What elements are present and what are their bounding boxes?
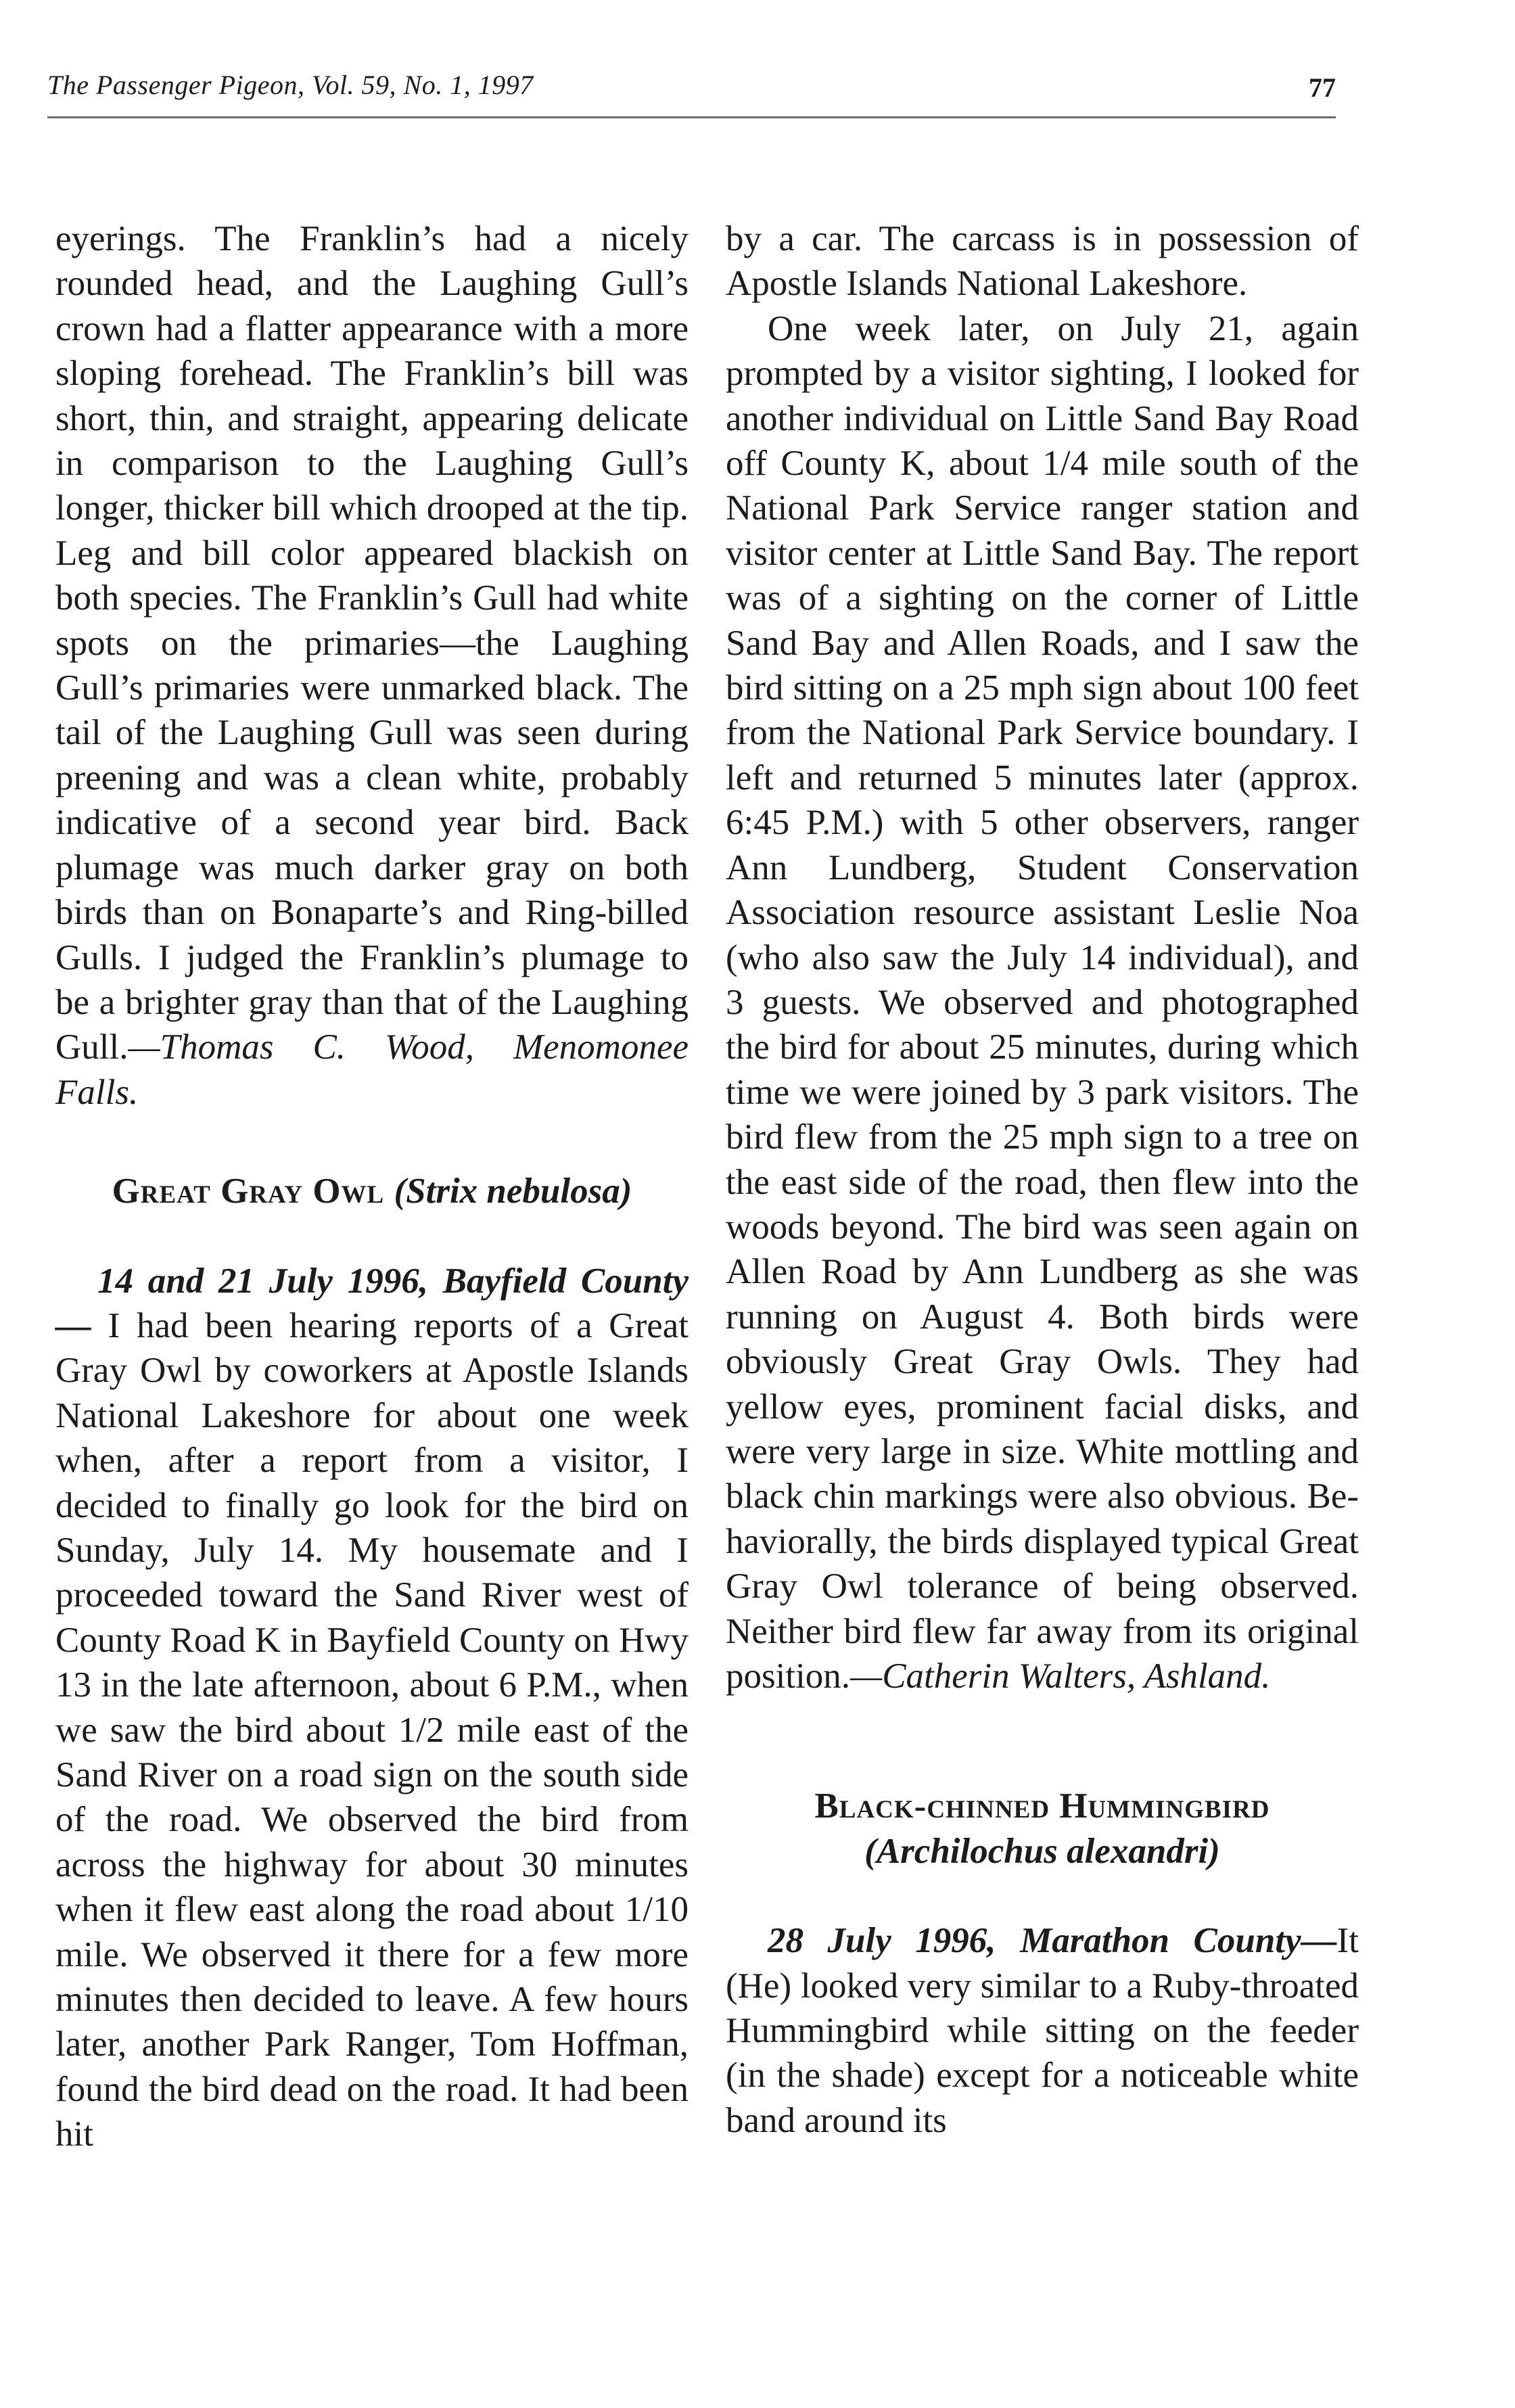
carcass-paragraph: by a car. The carcass is in possession of Apostle Islands National Lakeshore. [726, 219, 1359, 304]
hummingbird-paragraph [726, 1918, 1359, 2143]
record-dateline: 28 July 1996, Marathon County— [768, 1921, 1337, 1961]
page-number: 77 [1309, 72, 1336, 103]
species-common-name: Great Gray Owl [112, 1172, 385, 1211]
second-owl-paragraph [726, 306, 1359, 1699]
species-scientific-name: (Strix nebulosa) [394, 1172, 632, 1211]
running-header [47, 62, 1336, 118]
paragraph-text: eyerings. The Franklin’s had a nicely rounded head, and the Laughing Gull’s crown had a flatter appearance with a more sloping forehead. The Franklin’s bill was short, thin, and straight, appearing delicate in comparison to the Laughing Gull’s longer, thicker bill which drooped at the tip. Leg and bill color appeared blackish on both species. The Franklin’s Gull had white spots on the primaries—the Laughing Gull’s primaries were unmarked black. The tail of the Laughing Gull was seen during preening and was a clean white, probably indicative of a second year bird. Back plumage was much darker gray on both birds than on Bonaparte’s and Ring-billed Gulls. I judged the Franklin’s plumage to be a brighter gray than that of the Laughing Gull. [55, 219, 689, 1067]
paragraph-text: It (He) looked very similar to a Ruby-throated Hummingbird while sitting on the feeder (in the shade) except for a noticeable white band around its [726, 1921, 1359, 2140]
paragraph-text: One week later, on July 21, again prompted by a visitor sighting, I looked for another individual on Little Sand Bay Road off County K, about 1/4 mile south of the National Park Service ranger station and visitor center at Little Sand Bay. The report was of a sighting on the corner of Little Sand Bay and Allen Roads, and I saw the bird sitting on a 25 mph sign about 100 feet from the National Park Service boundary. I left and returned 5 minutes later (approx. 6:45 P.M.) with 5 other observers, ranger Ann Lundberg, Student Conservation Association resource assistant Leslie Noa (who also saw the July 14 individual), and 3 guests. We observed and photographed the bird for about 25 minutes, during which time we were joined by 3 park visitors. The bird flew from the 25 mph sign to a tree on the east side of the road, then flew into the woods beyond. The bird was seen again on Allen Road by Ann Lundberg as she was running on August 4. Both birds were obviously Great Gray Owls. They had yellow eyes, prominent facial disks, and were very large in size. White mottling and black chin markings were also obvious. Behaviorally, the birds displayed typical Great Gray Owl tolerance of being observed. Neither bird flew far away from its original position. [726, 308, 1359, 1696]
species-scientific-name: (Archilochus alexandri) [864, 1831, 1220, 1871]
species-common-name: Black-chinned Hummingbird [814, 1786, 1270, 1826]
record-dateline: 14 and 21 July 1996, Bayfield County— [55, 1261, 689, 1345]
paragraph-text: I had been hearing reports of a Great Gray Owl by coworkers at Apostle Islands National Lakeshore for about one week when, after a report from a visitor, I decided to finally go look for the bird on Sunday, July 14. My housemate and I proceeded toward the Sand River west of County Road K in Bayfield County on Hwy 13 in the late afternoon, about 6 P.M., when we saw the bird about 1/2 mile east of the Sand River on a road sign on the south side of the road. We observed the bird from across the highway for about 30 minutes when it flew east along the road about 1/10 mile. We observed it there for a few more minutes then decided to leave. A few hours later, another Park Ranger, Tom Hoffman, found the bird dead on the road. It had been hit [55, 1305, 689, 2154]
great-gray-owl-paragraph [55, 1259, 689, 2157]
left-column [55, 216, 689, 2157]
species-heading-black-chinned-hummingbird [726, 1784, 1359, 1874]
observer-signature: —Thomas C. Wood, Menomonee Falls. [55, 1027, 689, 1112]
journal-citation: The Passenger Pigeon, Vol. 59, No. 1, 1997 [47, 70, 534, 100]
franklins-gull-paragraph [55, 216, 689, 1115]
observer-signature: —Catherin Walters, Ashland. [850, 1657, 1271, 1696]
species-heading-great-gray-owl [55, 1169, 689, 1213]
right-column [726, 216, 1359, 2143]
